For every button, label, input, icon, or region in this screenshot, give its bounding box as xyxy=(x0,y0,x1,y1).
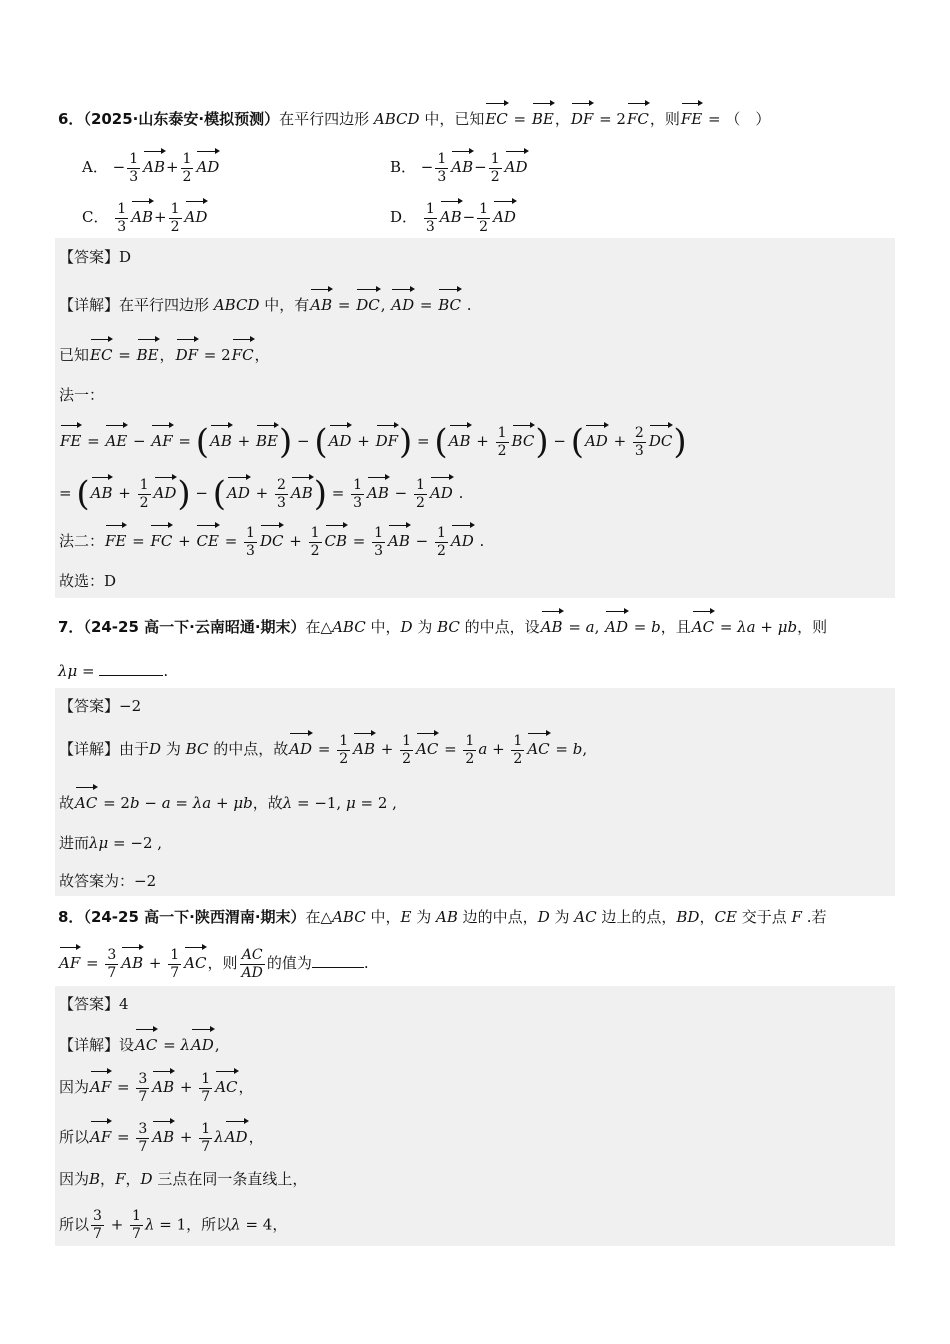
conclusion-6: 故选：D xyxy=(59,572,117,590)
question-8-stem: 8．（24-25 高一下·陕西渭南·期末）在△ABC 中，E 为 AB 边的中点，D 为 AC 边上的点，BD，CE 交于点 F .若 xyxy=(58,908,827,926)
question-7-stem: 7．（24-25 高一下·云南昭通·期末）在△ABC 中，D 为 BC 的中点，设AB = a, AD = b，且AC = λa + μb，则 xyxy=(58,610,898,640)
answer-box-8 xyxy=(55,986,895,1246)
detail-line-4: = (AB + $\frac{1}{2}$ AD) − (AD + $\frac{2}{3}$ AB) = $\frac{1}{3}$ AB − $\frac{1}{2}$ AD . xyxy=(59,474,464,514)
conclusion-7: 故答案为：−2 xyxy=(59,872,157,890)
detail-line-3: 所以AF = $\frac{3}{7}$ AB + $\frac{1}{7}$ λAD， xyxy=(59,1120,264,1155)
option-c[interactable]: C． $\frac{1}{3}$ AB+ $\frac{1}{2}$ AD xyxy=(82,200,208,235)
detail-line-3: FE = AE − AF = (AB + BE) − (AD + DF) = (AB + $\frac{1}{2}$ BC) − (AD + $\frac{2}{3}$ DC) xyxy=(60,422,687,462)
detail-line-1: 【详解】设AC = λAD, xyxy=(59,1028,220,1058)
detail-line-3: 进而λμ = −2 , xyxy=(59,834,163,852)
detail-line-5: 法二：FE = FC + CE = $\frac{1}{3}$ DC + $\frac{1}{2}$ CB = $\frac{1}{3}$ AB − $\frac{1}{2}$ AD . xyxy=(59,524,485,559)
answer-box-7 xyxy=(55,688,895,896)
question-8-line2: AF = $\frac{3}{7}$ AB + $\frac{1}{7}$ AC，则 $\frac{AC}{AD}$ 的值为 . xyxy=(59,946,369,981)
answer-line: 【答案】−2 xyxy=(59,697,142,715)
question-7-blank-line: λμ = . xyxy=(58,662,169,680)
question-number: 6． xyxy=(58,110,84,128)
question-6-stem: 6．（2025·山东泰安·模拟预测）在平行四边形 ABCD 中，已知EC = BE，DF = 2FC，则FE = （ ） xyxy=(58,102,898,132)
detail-line-2: 已知EC = BE，DF = 2FC， xyxy=(59,338,270,368)
option-b[interactable]: B． − $\frac{1}{3}$ AB− $\frac{1}{2}$ AD xyxy=(390,150,528,185)
detail-line-2: 故AC = 2b − a = λa + μb，故λ = −1, μ = 2 , xyxy=(59,786,397,816)
option-a[interactable]: A． − $\frac{1}{3}$ AB+ $\frac{1}{2}$ AD xyxy=(82,150,220,185)
detail-line-1: 【详解】在平行四边形 ABCD 中，有AB = DC, AD = BC . xyxy=(59,288,472,318)
detail-line-4: 因为B，F，D 三点在同一条直线上， xyxy=(59,1170,308,1188)
answer-line: 【答案】4 xyxy=(59,995,129,1013)
question-source: （2025·山东泰安·模拟预测） xyxy=(83,110,280,128)
answer-blank[interactable] xyxy=(312,953,364,968)
detail-line-2: 因为AF = $\frac{3}{7}$ AB + $\frac{1}{7}$ AC， xyxy=(59,1070,254,1105)
detail-line-5: 所以 $\frac{3}{7}$ + $\frac{1}{7}$ λ = 1，所以λ = 4， xyxy=(59,1208,288,1242)
answer-blank[interactable] xyxy=(99,661,163,676)
answer-line: 【答案】D xyxy=(59,248,132,266)
method-1-label: 法一： xyxy=(59,386,105,404)
detail-line-1: 【详解】由于D 为 BC 的中点，故AD = $\frac{1}{2}$ AB + $\frac{1}{2}$ AC = $\frac{1}{2}$ a + $\frac{1}{2}$ AC = b, xyxy=(59,732,588,767)
answer-box-6 xyxy=(55,238,895,598)
option-d[interactable]: D． $\frac{1}{3}$ AB− $\frac{1}{2}$ AD xyxy=(390,200,516,235)
